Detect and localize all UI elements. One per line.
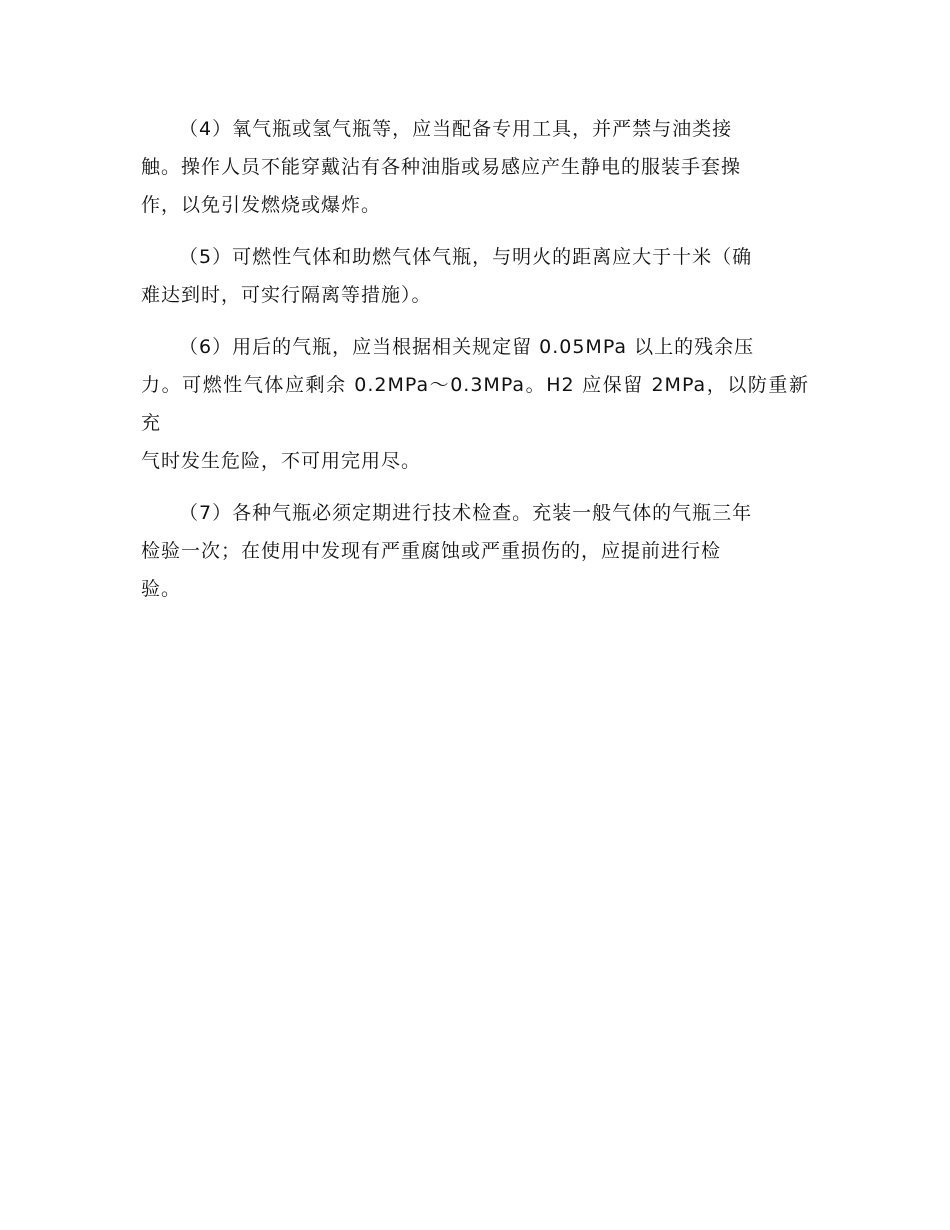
text-line: （5）可燃性气体和助燃气体气瓶，与明火的距离应大于十米（确 <box>179 246 753 268</box>
text-line: 检验一次；在使用中发现有严重腐蚀或严重损伤的，应提前进行检 <box>141 540 722 562</box>
text-line: 力。可燃性气体应剩余 0.2MPa～0.3MPa。H2 应保留 2MPa，以防重新充 <box>141 374 809 434</box>
text-line: （4）氧气瓶或氢气瓶等，应当配备专用工具，并严禁与油类接 <box>179 118 733 140</box>
paragraph-item-7 <box>141 494 809 608</box>
paragraph-item-4 <box>141 110 809 224</box>
text-line: （6）用后的气瓶，应当根据相关规定留 0.05MPa 以上的残余压 <box>179 336 755 358</box>
text-line: 触。操作人员不能穿戴沾有各种油脂或易感应产生静电的服装手套操 <box>141 156 742 178</box>
text-line: 气时发生危险，不可用完用尽。 <box>141 450 422 472</box>
text-line: 验。 <box>141 578 182 600</box>
paragraph-item-6 <box>141 328 809 480</box>
text-line: 作，以免引发燃烧或爆炸。 <box>141 194 382 216</box>
document-body <box>141 110 809 622</box>
text-line: 难达到时，可实行隔离等措施）。 <box>141 284 432 306</box>
paragraph-item-5 <box>141 238 809 314</box>
text-line: （7）各种气瓶必须定期进行技术检查。充装一般气体的气瓶三年 <box>179 502 753 524</box>
